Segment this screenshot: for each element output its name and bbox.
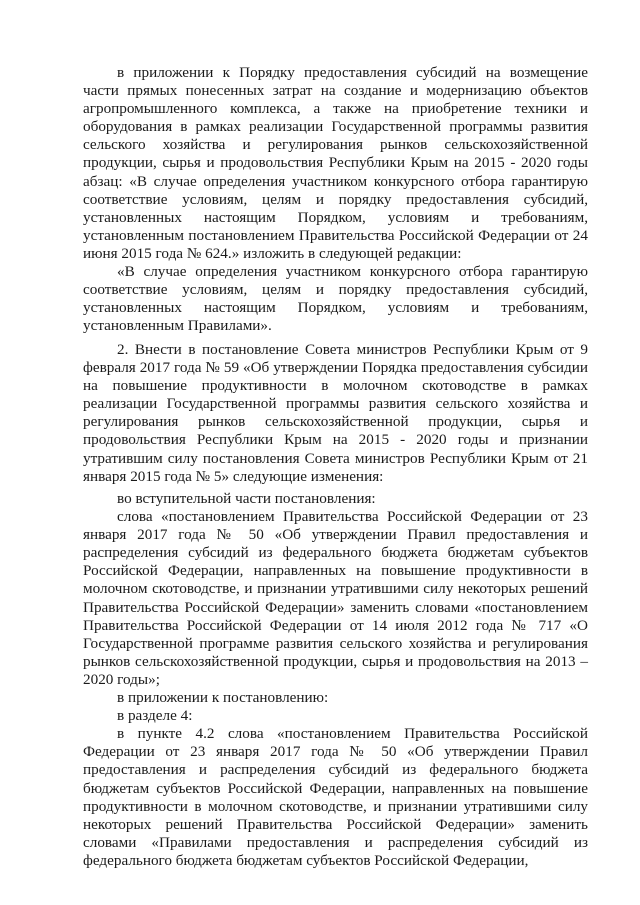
paragraph-preamble-heading: во вступительной части постановления: bbox=[117, 490, 376, 507]
paragraph-group-changes bbox=[83, 490, 588, 870]
paragraph-clause-4-2: в пункте 4.2 слова «постановлением Правительства Российской Федерации от 23 января 2017 года № 50 «Об утверждении Правил предоставления и распределения субсидий из федерального бюджета бюджетам субъектов Российской Федерации, направленных на повышение продуктивности в молочном скотоводстве, и признании утратившими силу некоторых решений Правительства Российской Федерации» заменить словами «Правилами предоставления и распределения субсидий из федерального бюджета бюджетам субъектов Российской Федерации, bbox=[83, 725, 588, 869]
paragraph-words-replacement: слова «постановлением Правительства Российской Федерации от 23 января 2017 года № 50 «Об утверждении Правил предоставления и распределения субсидий из федерального бюджета бюджетам субъектов Российской Федерации, направленных на повышение продуктивности в молочном скотоводстве, и признании утратившими силу некоторых решений Правительства Российской Федерации» заменить словами «постановлением Правительства Российской Федерации от 14 июля 2012 года № 717 «О Государственной программе развития сельского хозяйства и регулирования рынков сельскохозяйственной продукции, сырья и продовольствия на 2013 – 2020 годы»; bbox=[83, 508, 588, 688]
paragraph-appendix-text: в приложении к Порядку предоставления субсидий на возмещение части прямых понесенных затрат на создание и модернизацию объектов агропромышленного комплекса, а также на приобретение техники и оборудования в рамках реализации Государственной программы развития сельского хозяйства и регулирования рынков сельскохозяйственной продукции, сырья и продовольствия Республики Крым на 2015 - 2020 годы абзац: «В случае определения участником конкурсного отбора гарантирую соответствие условиям, целям и порядку предоставления субсидий, установленных настоящим Порядком, условиям и требованиям, установленным постановлением Правительства Российской Федерации от 24 июня 2015 года № 624.» изложить в следующей редакции: bbox=[83, 64, 588, 262]
paragraph-section-4-heading: в разделе 4: bbox=[117, 707, 193, 725]
paragraph-new-wording: «В случае определения участником конкурсного отбора гарантирую соответствие условиям, целям и порядку предоставления субсидий, установленных настоящим Порядком, условиям и требованиям, установленным Правилами». bbox=[83, 263, 588, 335]
paragraph-group-item-2 bbox=[83, 341, 588, 486]
paragraph-group-appendix-amendment bbox=[83, 64, 588, 335]
paragraph-appendix-heading: в приложении к постановлению: bbox=[117, 689, 329, 707]
paragraph-item-2: 2. Внести в постановление Совета министров Республики Крым от 9 февраля 2017 года № 59 «Об утверждении Порядка предоставления субсидии на повышение продуктивности в молочном скотоводстве в рамках реализации Государственной программы развития сельского хозяйства и регулирования рынков сельскохозяйственной продукции, сырья и продовольствия Республики Крым на 2015 - 2020 годы и признании утратившим силу постановления Совета министров Республики Крым от 21 января 2015 года № 5» следующие изменения: bbox=[83, 341, 588, 485]
